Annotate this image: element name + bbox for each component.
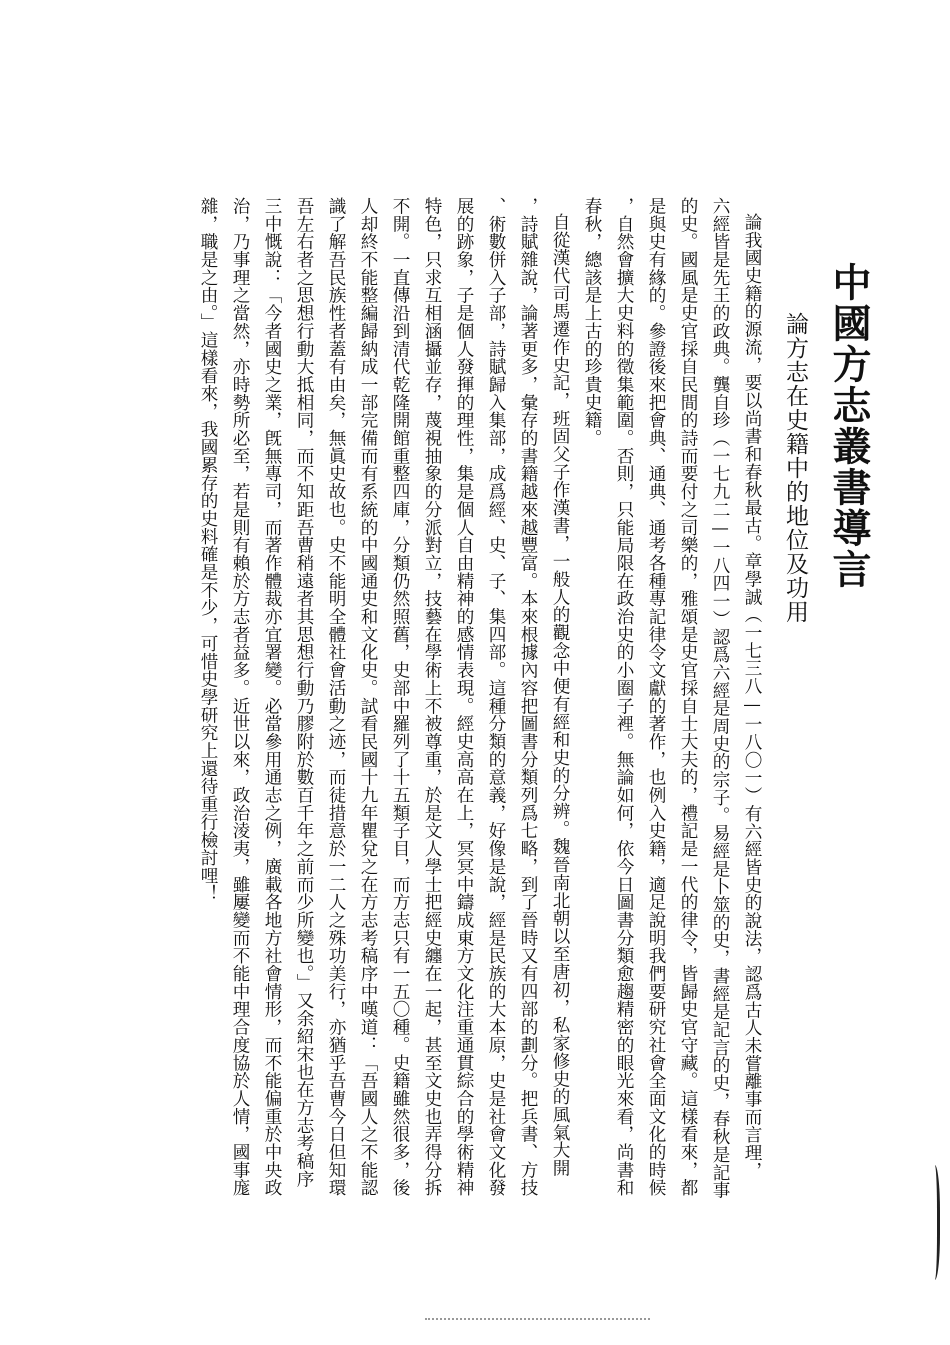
text-column: 春秋，總該是上古的珍貴史籍。 xyxy=(582,197,602,447)
text-column: 三中慨說：「今者國史之業，旣無專司，而著作體裁亦宜署變。必當參用通志之例，廣載各地方社會情形，而不能偏重於中央政 xyxy=(262,197,282,1197)
text-column: 論我國史籍的源流，要以尚書和春秋最古。章學誠（一七三八—一八〇一）有六經皆史的說法，認爲古人未嘗離事而言理， xyxy=(742,213,762,1180)
text-column: 雜，職是之由。」這樣看來，我國累存的史料確是不少，可惜史學研究上還待重行檢討哩！ xyxy=(198,197,218,903)
scan-bottom-rule xyxy=(425,1318,650,1320)
text-column: ，自然會擴大史料的徵集範圍。否則，只能局限在政治史的小圈子裡。無論如何，依今日圖書分類愈趨精密的眼光來看，尚書和 xyxy=(614,197,634,1197)
text-column: 是與史有緣的。參證後來把會典、通典、通考各種專記律令文獻的著作，也例入史籍，適足說明我們要研究社會全面文化的時候 xyxy=(646,197,666,1197)
page-subtitle: 論方志在史籍中的地位及功用 xyxy=(782,312,808,624)
page-title: 中國方志叢書導言 xyxy=(826,262,871,590)
scan-edge-mark xyxy=(927,1165,940,1280)
text-column: 吾左右者之思想行動大抵相同，而不知距吾曹稍遠者其思想行動乃膠附於數百千年之前而少所變也。」又余紹宋也在方志考稿序 xyxy=(294,197,314,1188)
text-column: 六經皆是先王的政典。龔自珍（一七九二—一八四一）認爲六經是周史的宗子。易經是卜筮的史，書經是記言的史，春秋是記事 xyxy=(710,197,730,1199)
text-column: ，詩賦雜說，論著更多，彙存的書籍越來越豐富。本來根據內容把圖書分類列爲七略，到了晉時又有四部的劃分。把兵書、方技 xyxy=(518,197,538,1197)
text-column: 展的跡象，子是個人發揮的理性，集是個人自由精神的感情表現。經史高高在上，冥冥中鑄成東方文化注重通貫綜合的學術精神 xyxy=(454,197,474,1197)
text-column: 識了解吾民族性者蓋有由矣，無眞史故也。史不能明全體社會活動之迹，而徒措意於一二人之殊功美行，亦猶乎吾曹今日但知環 xyxy=(326,197,346,1197)
text-column: 特色，只求互相涵攝並存，蔑視抽象的分派對立，技藝在學術上不被尊重，於是文人學士把經史纏在一起，甚至文史也弄得分拆 xyxy=(422,197,442,1197)
text-column: 治，乃事理之當然，亦時勢所必至，若是則有賴於方志者益多。近世以來，政治淩夷，雖屢變而不能中理合度協於人情，國事庬 xyxy=(230,197,250,1197)
text-column: 人却終不能整編歸納成一部完備而有系統的中國通史和文化史。試看民國十九年瞿兌之在方志考稿序中嘆道：「吾國人之不能認 xyxy=(358,197,378,1197)
text-column: 的史。國風是史官採自民間的詩而要付之司樂的，雅頌是史官採自士大夫的，禮記是一代的律令，皆歸史官守藏。這樣看來，都 xyxy=(678,197,698,1197)
text-column: 、術數併入子部，詩賦歸入集部，成爲經、史、子、集四部。這種分類的意義，好像是說，經是民族的大本原，史是社會文化發 xyxy=(486,197,506,1197)
text-column: 不開。一直傳沿到清代乾隆開館重整四庫，分類仍然照舊，史部中羅列了十五類子目，而方志只有一五〇種。史籍雖然很多，後 xyxy=(390,197,410,1197)
text-column: 自從漢代司馬遷作史記，班固父子作漢書，一般人的觀念中便有經和史的分辨。魏晉南北朝以至唐初，私家修史的風氣大開 xyxy=(550,213,570,1177)
